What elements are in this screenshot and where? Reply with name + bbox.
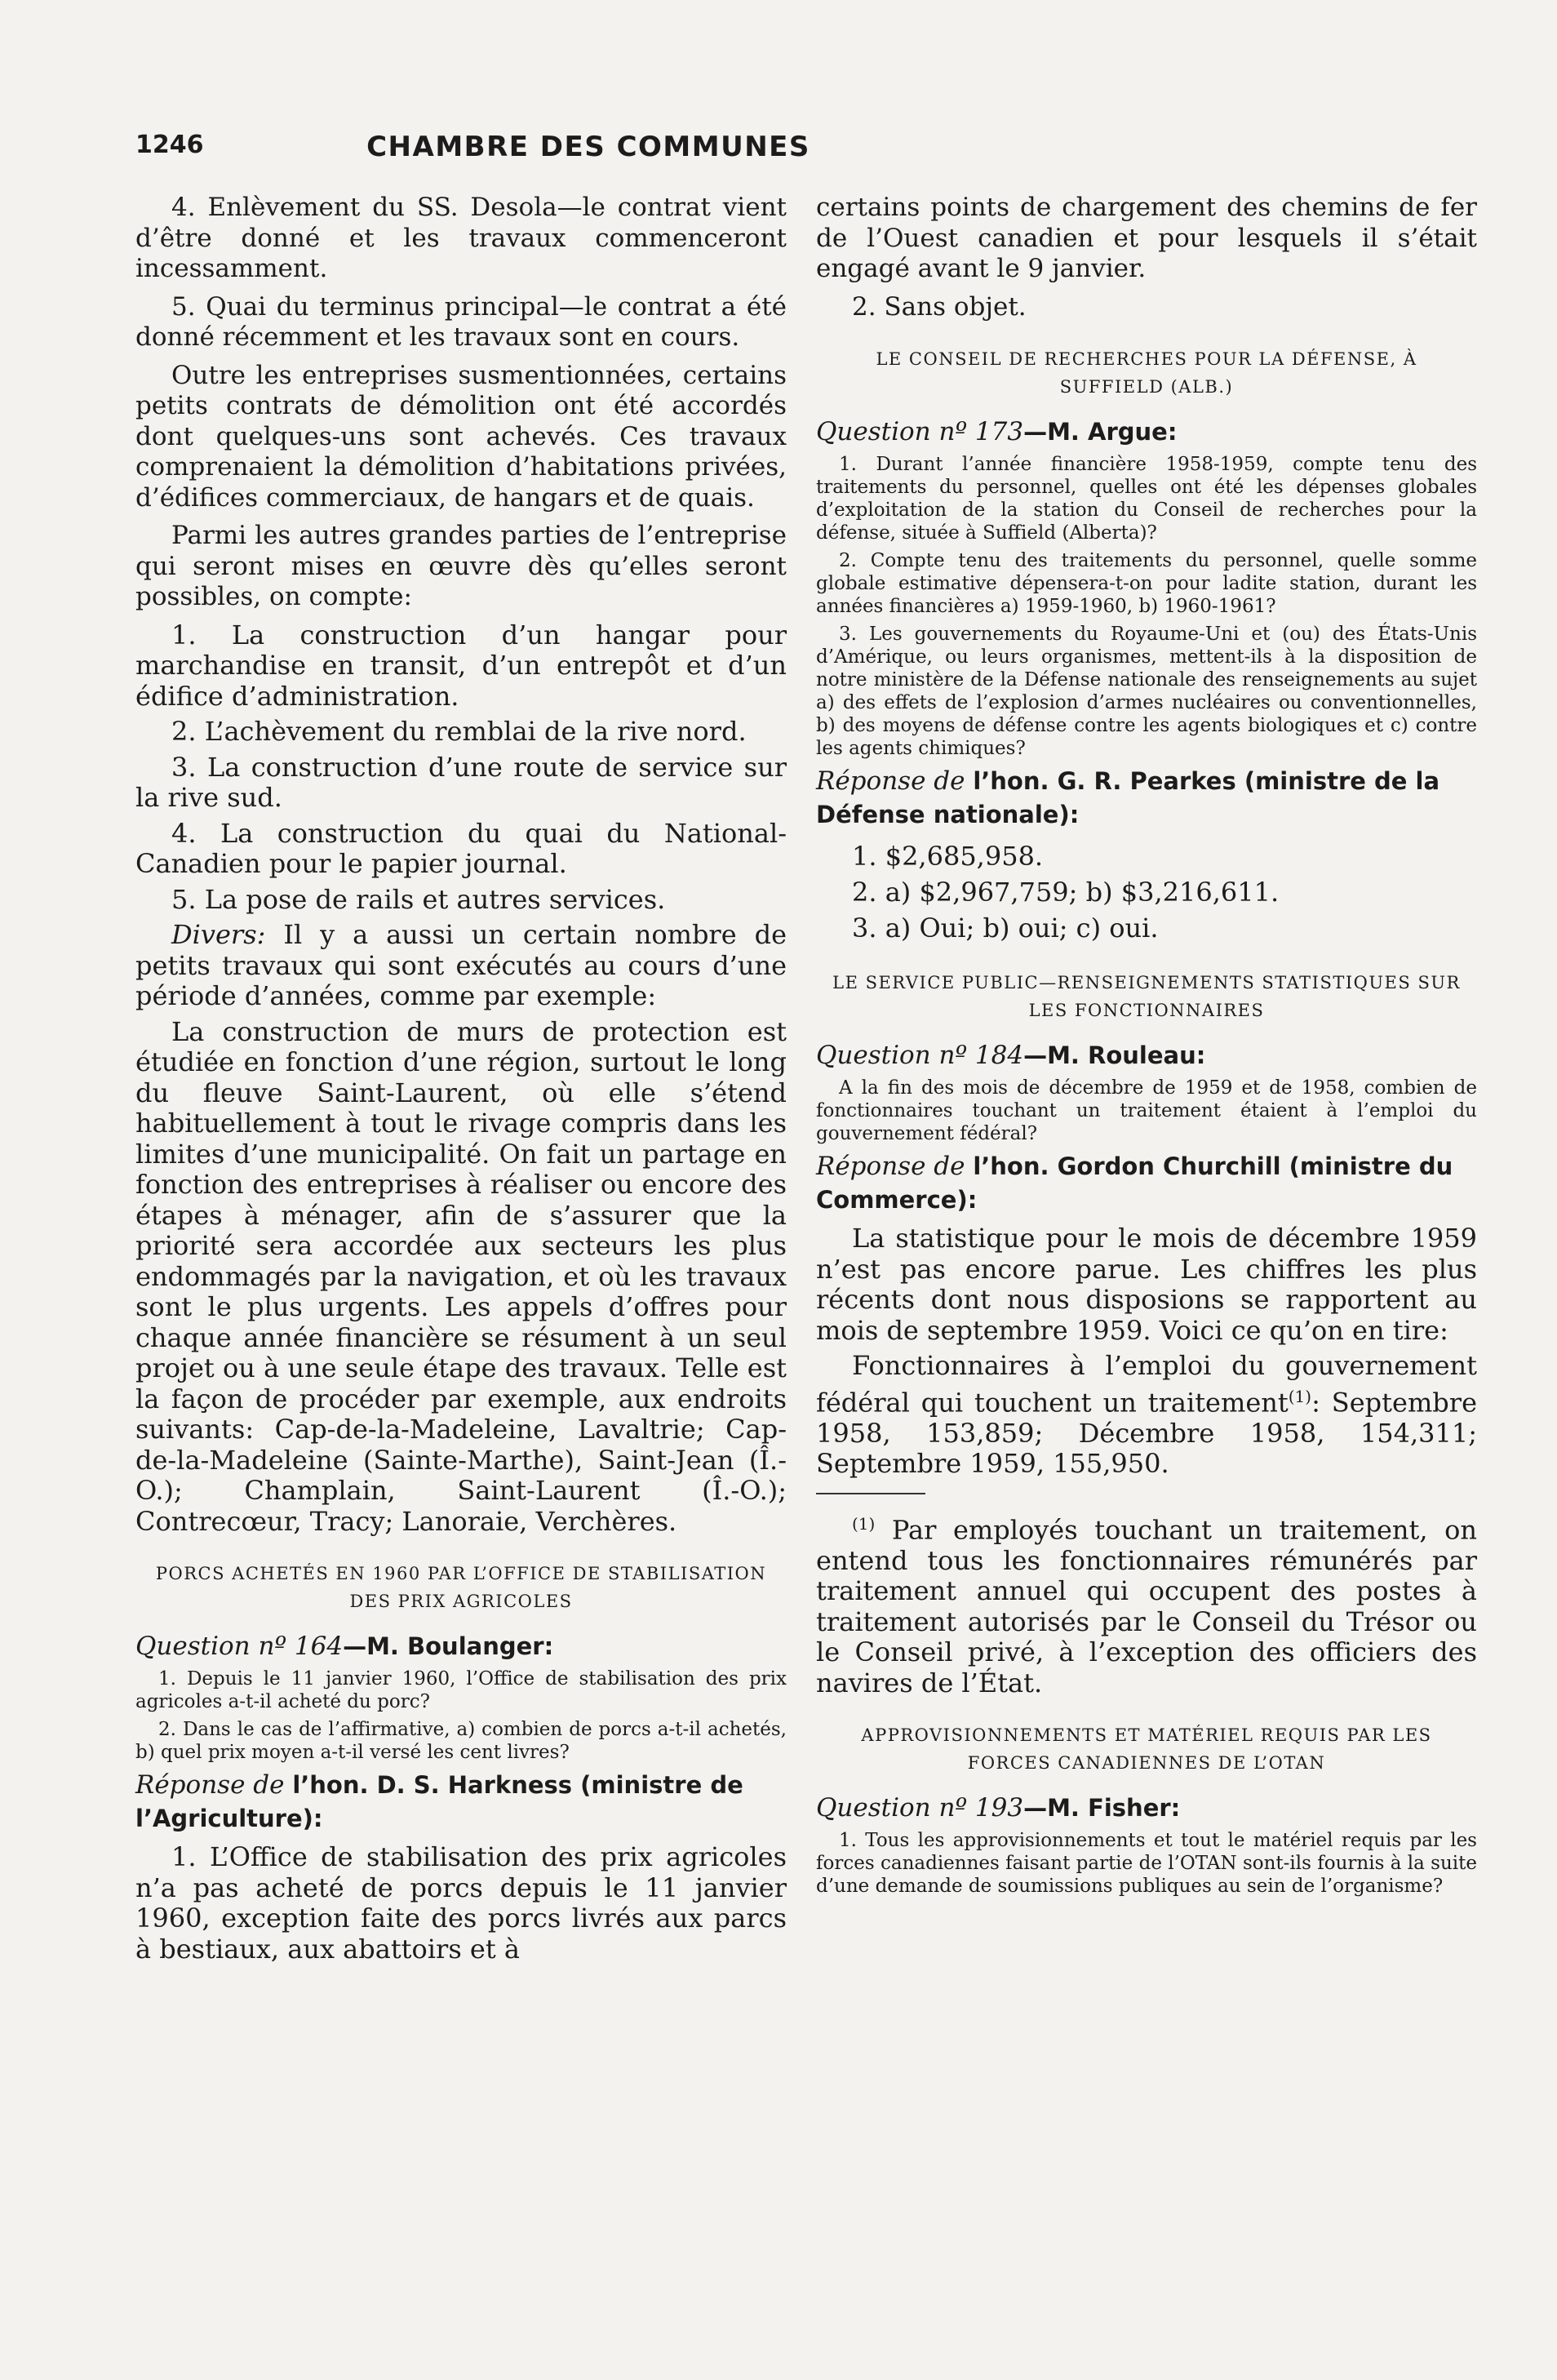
question-text: 1. Durant l’année financière 1958-1959, compte tenu des traitements du personnel, quelles ont été les dépenses globales d’exploitation de la station du Conseil de recherches pour la défense, située à Suffield (Alberta)? [816, 454, 1477, 544]
footnote-marker: (1) [852, 1513, 876, 1534]
question-text: 1. Depuis le 11 janvier 1960, l’Office de stabilisation des prix agricoles a-t-il acheté du porc? [135, 1668, 787, 1712]
paragraph-text: Fonctionnaires à l’emploi du gouvernement fédéral qui touchent un traitement [816, 1350, 1477, 1419]
question-number: Question nº 164 [135, 1632, 344, 1661]
paragraph: 3. La construction d’une route de service sur la rive sud. [135, 751, 787, 813]
paragraph: 5. La pose de rails et autres services. [171, 883, 666, 915]
question-number: Question nº 184 [816, 1041, 1024, 1070]
answer-item: 2. a) $2,967,759; b) $3,216,611. [852, 877, 1280, 908]
journal-title: CHAMBRE DES COMMUNES [366, 131, 810, 163]
paragraph [816, 1351, 1477, 1480]
question-text: 2. Compte tenu des traitements du personnel, quelle somme globale estimative dépensera-t-on pour ladite station, durant les années financières a) 1959-1960, b) 1960-1961? [816, 550, 1477, 617]
answer-lead: Réponse de [816, 766, 974, 796]
answer-heading [135, 1769, 787, 1836]
paragraph [135, 920, 787, 1012]
answer-heading [816, 1150, 1477, 1217]
footnote-text: Par employés touchant un traitement, on entend tous les fonctionnaires rémunérés par traitement annuel qui occupent des postes à traitement autorisés par le Conseil du Trésor ou le Conseil privé, à l’exception des officiers des navires de l’État. [816, 1514, 1477, 1698]
question-number: Question nº 193 [816, 1793, 1024, 1823]
answer-minister: l’hon. Gordon Churchill (ministre du Commerce): [816, 1152, 1453, 1214]
answer-item: 3. a) Oui; b) oui; c) oui. [852, 912, 1159, 944]
paragraph: La construction de murs de protection est étudiée en fonction d’une région, surtout le long du fleuve Saint-Laurent, où elle s’étend habituellement à tout le rivage compris dans les limites d’une municipalité. On fait un partage en fonction des entreprises à réaliser ou encore des étapes à ménager, afin de s’assurer que la priorité sera accordée aux secteurs les plus endommagés par la navigation, et où les travaux sont le plus urgents. Les appels d’offres pour chaque année financière se résument à un seul projet ou à une seule étape des travaux. Telle est la façon de procéder par exemple, aux endroits suivants: Cap-de-la-Madeleine, Lavaltrie; Cap-de-la-Madeleine (Sainte-Marthe), Saint-Jean (Î.-O.); Champlain, Saint-Laurent (Î.-O.); Contrecœur, Tracy; Lanoraie, Verchères. [135, 1015, 787, 1537]
question-member: —M. Rouleau: [1023, 1041, 1206, 1069]
paragraph: 1. La construction d’un hangar pour marchandise en transit, d’un entrepôt et d’un édifice d’administration. [135, 619, 787, 712]
question-heading [135, 1630, 787, 1663]
divers-label: Divers: [171, 919, 266, 950]
right-column [816, 193, 1477, 1903]
paragraph: 2. L’achèvement du remblai de la rive nord. [171, 716, 747, 747]
question-number: Question nº 173 [816, 417, 1024, 446]
question-heading [816, 1039, 1477, 1072]
answer-heading [816, 765, 1477, 832]
question-heading [816, 1792, 1477, 1824]
answer-lead: Réponse de [816, 1152, 974, 1181]
question-text: A la fin des mois de décembre de 1959 et de 1958, combien de fonctionnaires touchant un traitement étaient à l’emploi du gouvernement fédéral? [816, 1077, 1477, 1144]
question-heading [816, 415, 1477, 448]
paragraph: 4. La construction du quai du National-Canadien pour le papier journal. [135, 817, 787, 879]
paragraph: Outre les entreprises susmentionnées, certains petits contrats de démolition ont été accordés dont quelques-uns sont achevés. Ces travaux comprenaient la démolition d’habitations privées, d’édifices commerciaux, de hangars et de quais. [135, 360, 787, 513]
paragraph: 5. Quai du terminus principal—le contrat a été donné récemment et les travaux sont en cours. [135, 291, 787, 352]
left-column [135, 193, 787, 1969]
section-heading: PORCS ACHETÉS EN 1960 PAR L’OFFICE DE STABILISATION DES PRIX AGRICOLES [155, 1564, 767, 1611]
answer-minister: l’hon. D. S. Harkness (ministre de l’Agriculture): [135, 1771, 743, 1832]
footnote-rule [816, 1493, 925, 1494]
footnote-reference: (1) [1288, 1386, 1312, 1406]
page-number: 1246 [135, 131, 204, 159]
paragraph-text: : Septembre 1958, 153,859; Décembre 1958, 154,311; Septembre 1959, 155,950. [816, 1387, 1478, 1480]
answer-item: 1. $2,685,958. [852, 841, 1044, 872]
paragraph: Parmi les autres grandes parties de l’entreprise qui seront mises en œuvre dès qu’elles seront possibles, on compte: [135, 521, 787, 611]
paragraph: La statistique pour le mois de décembre 1959 n’est pas encore parue. Les chiffres les plus récents dont nous disposions se rapportent au mois de septembre 1959. Voici ce qu’on en tire: [816, 1223, 1477, 1346]
paragraph: 1. L’Office de stabilisation des prix agricoles n’a pas acheté de porcs depuis le 11 janvier 1960, exception faite des porcs livrés aux parcs à bestiaux, aux abattoirs et à [135, 1841, 787, 1965]
question-text: 2. Dans le cas de l’affirmative, a) combien de porcs a-t-il achetés, b) quel prix moyen a-t-il versé les cent livres? [135, 1719, 787, 1763]
section-heading: LE CONSEIL DE RECHERCHES POUR LA DÉFENSE, À SUFFIELD (ALB.) [876, 349, 1417, 397]
divers-text: Il y a aussi un certain nombre de petits travaux qui sont exécutés au cours d’une période d’années, comme par exemple: [135, 919, 787, 1011]
running-head [135, 131, 1041, 171]
section-heading: LE SERVICE PUBLIC—RENSEIGNEMENTS STATISTIQUES SUR LES FONCTIONNAIRES [832, 973, 1461, 1020]
footnote [816, 1509, 1477, 1699]
paragraph: 4. Enlèvement du SS. Desola—le contrat vient d’être donné et les travaux commenceront incessamment. [135, 193, 787, 283]
paragraph: 2. Sans objet. [852, 291, 1027, 322]
answer-lead: Réponse de [135, 1770, 293, 1800]
question-member: —M. Fisher: [1023, 1794, 1181, 1823]
section-heading: APPROVISIONNEMENTS ET MATÉRIEL REQUIS PAR LES FORCES CANADIENNES DE L’OTAN [861, 1725, 1432, 1774]
question-member: —M. Argue: [1023, 418, 1178, 446]
question-member: —M. Boulanger: [343, 1632, 554, 1660]
paragraph: certains points de chargement des chemins de fer de l’Ouest canadien et pour lesquels il s’était engagé avant le 9 janvier. [816, 193, 1477, 283]
question-text: 3. Les gouvernements du Royaume-Uni et (ou) des États-Unis d’Amérique, ou leurs organismes, mettent-ils à la disposition de notre ministère de la Défense nationale des renseignements au sujet a) des effets de l’explosion d’armes nucléaires ou conventionnelles, b) des moyens de défense contre les agents biologiques et c) contre les agents chimiques? [816, 624, 1477, 759]
question-text: 1. Tous les approvisionnements et tout le matériel requis par les forces canadiennes faisant partie de l’OTAN sont-ils fournis à la suite d’une demande de soumissions publiques au sein de l’organisme? [816, 1830, 1477, 1898]
answer-minister: l’hon. G. R. Pearkes (ministre de la Défense nationale): [816, 767, 1440, 828]
